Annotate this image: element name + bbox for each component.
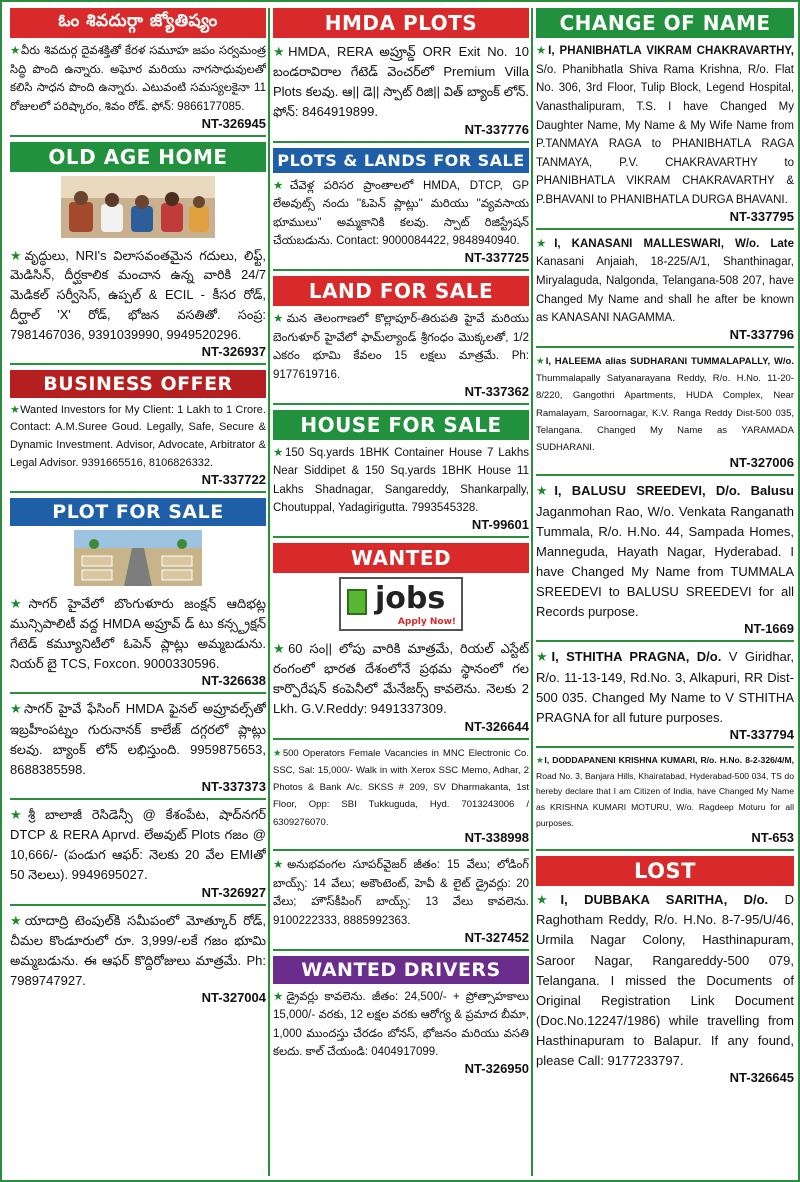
ad-code: NT-326950 bbox=[464, 1061, 529, 1077]
plot-ad: ★శ్రీ బాలాజీ రెసిడెన్సీ @ కేశంపేట, షాద్‌నగర్ DTCP & RERA Aprvd. లేఅవుట్ Plots గజం @ 10,666/- (పండుగ ఆఫర్: నెలకు 20 వేల EMIతో 50 నెలలు). 9949695027. bbox=[10, 807, 266, 883]
briefcase-icon bbox=[347, 589, 367, 615]
ad-code: NT-337776 bbox=[464, 121, 529, 137]
hmda-ad: ★HMDA, RERA అప్రూవ్డ్ ORR Exit No. 10 బండరావిరాల గేటెడ్ వెంచర్‌లో Premium Villa Plots కలవు. ఆ|| డె|| స్పాట్ రిజి|| విత్ బ్యాంక్ లోన్. ఫోన్: 8464919899. bbox=[273, 44, 529, 120]
name-change-ad: ★I, BALUSU SREEDEVI, D/o. Balusu Jaganmohan Rao, W/o. Venkata Ranganath Tummala, R/o. H.No. 44, Sampada Homes, Manneguda, Hayath Nagar, Hyderabad. I have Changed My Name from TUMMALA SREEDEVI to BALUSU SREEDEVI for all Records purpose. bbox=[536, 483, 794, 620]
ad-code: NT-337795 bbox=[729, 208, 794, 224]
plot-layout-photo bbox=[74, 530, 202, 586]
business-offer-header: BUSINESS OFFER bbox=[10, 370, 266, 398]
plots-lands-ad: ★చేవెళ్ల పరిసర ప్రాంతాలలో HMDA, DTCP, GP లేఅవుట్స్ నందు ''ఓపెన్ ప్లాట్లు'' మరియు ''వ్యవసాయ భూములు'' అమ్మకానికి కలవు. స్పాట్ రిజిస్ట్రేషన్ చేయబడును. Contact: 9000084422, 9848940940. bbox=[273, 179, 529, 248]
column-left bbox=[10, 8, 266, 1176]
name-change-ad: ★I, PHANIBHATLA VIKRAM CHAKRAVARTHY, S/o. Phanibhatla Shiva Rama Krishna, R/o. Flat No. 306, 3rd Floor, Tulip Block, Legend Hospital, Vanasthalipuram, T.S. I have Changed My Daughter Name, My Name & My Wife Name from P.TANMAYA RAGA to PHANIBHATLA RAGA TANMAYA, P.V. CHAKRAVARTHY to PHANIBHATLA VIKRAM CHAKRAVARTHY & P.BHAVANI to PHANIBHATLA DURGA BHAVANI. bbox=[536, 45, 794, 206]
wanted-ad: ★500 Operators Female Vacancies in MNC Electronic Co. SSC, Sal: 15,000/- Walk in with Xerox SSC Memo, Adhar, 2 Photos & Bank A/c. SKSS # 209, SV Dharmakanta, 1st Floor, Opp: SBI Tukkuguda, Hyd. 7013243006 / 6309276070. bbox=[273, 747, 529, 828]
land-ad: ★మన తెలంగాణలో కొల్లాపూర్-తిరుపతి హైవే మరియు బెంగుళూర్ హైవేలో ఫామ్‌ల్యాండ్ శ్రీగంధం మొక్కలతో, 1/2 ఎకరం భూమి కేవలం 15 లక్షలు మాత్రమే. Ph: 9177619716. bbox=[273, 313, 529, 381]
ad-code: NT-337796 bbox=[729, 326, 794, 342]
column-right bbox=[536, 8, 794, 1176]
old-age-home-photo bbox=[61, 176, 215, 238]
wanted-header: WANTED bbox=[273, 543, 529, 573]
ad-code: NT-326927 bbox=[201, 884, 266, 900]
jobs-logo: jobs Apply Now! bbox=[339, 577, 463, 631]
ad-code: NT-326645 bbox=[729, 1070, 794, 1086]
ad-code: NT-326644 bbox=[464, 718, 529, 734]
house-for-sale-header: HOUSE FOR SALE bbox=[273, 410, 529, 440]
column-divider bbox=[268, 8, 270, 1176]
ad-code: NT-326945 bbox=[201, 115, 266, 131]
ad-code: NT-327452 bbox=[464, 929, 529, 945]
ad-code: NT-337373 bbox=[201, 779, 266, 795]
old-age-home-ad: ★వృద్ధులు, NRI's విలాసవంతమైన గదులు, లిఫ్ట్, మెడిసిన్, దీర్ఘకాలిక మంచాన ఉన్న వారికి 24/7 మెడికల్ సర్వీసెస్, ఉప్పల్ & ECIL - కీసర రోడ్, దీర్ఘాల్ 'X' రోడ్, భోజన వసతితో. సంప్ర: 7981467036, 9391039990, 9949520296. bbox=[10, 247, 266, 342]
plot-ad: ★సాగర్ హైవేలో బొంగుళూరు జంక్షన్ ఆదిభట్ల మున్సిపాలిటీ వద్ద HMDA అప్రూవ్ డ్ టు కన్స్ట్రక్షన్ గేటెడ్ కమ్యూనిటీలో ఓపెన్ ప్లాట్లు అమ్మబడును. నియర్ బై TCS, Foxcon. 9000330596. bbox=[10, 595, 266, 672]
plot-for-sale-header: PLOT FOR SALE bbox=[10, 498, 266, 526]
ad-code: NT-326638 bbox=[201, 673, 266, 689]
lost-header: LOST bbox=[536, 856, 794, 886]
drivers-ad: ★డ్రైవర్లు కావలెను. జీతం: 24,500/- + ప్రోత్సాహకాలు 15,000/- వరకు, 12 లక్షల వరకు ఆరోగ్య & ప్రమాద బీమా, 1,000 ముందస్తు చేరడం బోనస్, భోజనం మరియు వసతి కలదు. కాల్ చేయండి: 0404917099. bbox=[273, 990, 529, 1059]
name-change-ad: ★I, KANASANI MALLESWARI, W/o. Late Kanasani Anjaiah, 18-225/A/1, Shanthinagar, Miryalaguda, Nalgonda, Telangana-508 207, have Changed My Name and shall he after be known as KANASANI NAGAMMA. bbox=[536, 237, 794, 325]
hmda-plots-header: HMDA PLOTS bbox=[273, 8, 529, 38]
plot-ad: ★యాదాద్రి టెంపుల్‌కి సమీపంలో మోత్కూర్ రోడ్, చీమల కొండూరులో రూ. 3,999/-లకే గజం భూమి అమ్మబడును. ఈ ఆఫర్ కొద్దిరోజులు మాత్రమే. Ph: 7989747927. bbox=[10, 912, 266, 988]
ad-code: NT-337725 bbox=[464, 250, 529, 266]
business-offer-ad: ★Wanted Investors for My Client: 1 Lakh to 1 Crore. Contact: A.M.Suree Goud. Legally, Safe, Secure & Dynamic Investment. Advisor, Advocate, Arbitrator & Legal Advisor. 9391665516, 8106826332. bbox=[10, 403, 266, 470]
ad-code: NT-326937 bbox=[201, 343, 266, 359]
ad-code: NT-99601 bbox=[471, 517, 529, 533]
ad-code: NT-327004 bbox=[201, 990, 266, 1006]
house-ad: ★150 Sq.yards 1BHK Container House 7 Lakhs Near Siddipet & 150 Sq.yards 1BHK House 11 Lakhs Shadnagar, Sangareddy, Shankarpally, Choutuppal, Yadagirigutta. 7993545328. bbox=[273, 446, 529, 515]
ad-code: NT-653 bbox=[751, 830, 794, 846]
ad-code: NT-337362 bbox=[464, 383, 529, 399]
land-for-sale-header: LAND FOR SALE bbox=[273, 276, 529, 306]
column-divider bbox=[531, 8, 533, 1176]
ad-code: NT-1669 bbox=[744, 621, 794, 637]
ad-code: NT-337722 bbox=[201, 471, 266, 487]
column-middle bbox=[273, 8, 529, 1176]
plot-ad: ★సాగర్ హైవే ఫేసింగ్ HMDA ఫైనల్ అప్రూవల్స్‌తో ఇబ్రహీంపట్నం గురునానక్ కాలేజ్ దగ్గరలో ప్లాట్లు కలవు. బ్యాంక్ లోన్ లభిస్తుంది. 9959875653, 8688385598. bbox=[10, 701, 266, 777]
name-change-ad: ★I, STHITHA PRAGNA, D/o. V Giridhar, R/o. 11-13-149, Rd.No. 3, Alkapuri, RR Dist-500 035. Changed My Name to V STHITHA PRAGNA for all future purposes. bbox=[536, 649, 794, 725]
astrology-ad: ★వీరు శివదుర్గ దైవశక్తితో కేరళ సమూహ జపం సర్వమంత్ర సిద్ధి పొంది ఉన్నారు. అఘోర మరియు నాగసాధువులతో కలిసి సాధన పొంది ఉన్నారు. ఎటువంటి సమస్యలకైనా 11 రోజులలో పరిష్కారం, శివం రోడ్. ఫోన్: 9866177085. bbox=[10, 45, 266, 113]
astrology-header: ఓం శివదుర్గా జ్యోతిష్యం bbox=[10, 8, 266, 38]
old-age-home-header: OLD AGE HOME bbox=[10, 142, 266, 172]
lost-ad: ★I, DUBBAKA SARITHA, D/o. D Raghotham Reddy, R/o. H.No. 8-7-95/U/46, Urmila Nagar Colony, Hasthinapuram, Saroor Nagar, Rangareddy-500 079, Telangana. I missed the Documents of Original Registration Link Document (Doc.No.12247/1986) while travelling from Hasthinapuram to Balapur. If any found, please Call: 9177233797. bbox=[536, 892, 794, 1069]
change-of-name-header: CHANGE OF NAME bbox=[536, 8, 794, 38]
ad-code: NT-338998 bbox=[464, 830, 529, 846]
wanted-ad: ★అనుభవంగల సూపర్‌వైజర్ జీతం: 15 వేలు; లోడింగ్ బాయ్స్: 14 వేలు; అకౌంటెంట్, హెవీ & లైట్ డ్రైవర్లు: 20 వేలు; హౌస్‌కీపింగ్ బాయ్స్: 13 వేలు కావలెను. 9100222333, 8885992363. bbox=[273, 859, 529, 927]
plots-lands-header: PLOTS & LANDS FOR SALE bbox=[273, 148, 529, 173]
name-change-ad: ★I, DODDAPANENI KRISHNA KUMARI, R/o. H.No. 8-2-326/4/M, Road No. 3, Banjara Hills, Khairatabad, Hyderabad-500 034, TS do hereby declare that I am Citizen of India, have Changed My Name as KRISHNA KUMARI MOTURU, W/o. Ragdeep Moturu for all purposes. bbox=[536, 754, 794, 828]
ad-code: NT-327006 bbox=[729, 455, 794, 471]
name-change-ad: ★I, HALEEMA alias SUDHARANI TUMMALAPALLY, W/o. Thummalapally Satyanarayana Reddy, R/o. H.No. 11-20-8/220, Gangothri Apartments, HUDA Complex, Near Ramalayam, Saroornagar, K.V. Ranga Reddy Dist-500 035, Telangana. Changed My Name as YARAMADA SUDHARANI. bbox=[536, 355, 794, 454]
wanted-drivers-header: WANTED DRIVERS bbox=[273, 956, 529, 984]
ad-code: NT-337794 bbox=[729, 726, 794, 742]
wanted-ad: ★60 సం|| లోపు వారికి మాత్రమే, రియల్ ఎస్టేట్ రంగంలో భారత దేశంలోనే ప్రథమ స్థానంలో గల కార్పొరేషన్ కంపెనీలో మేనేజర్స్ కావలెను. నెలకు 2 Lkh. G.V.Reddy: 9491337309. bbox=[273, 641, 529, 717]
